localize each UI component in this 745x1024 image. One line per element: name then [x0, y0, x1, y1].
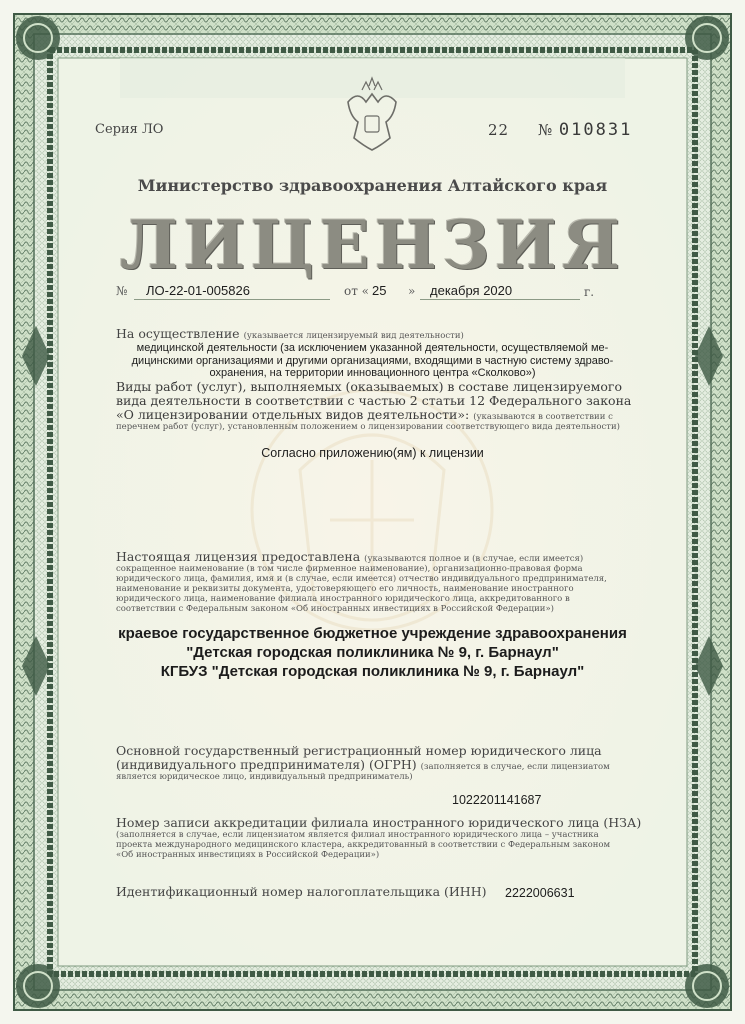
works-hint-next: перечнем работ (услуг), установленным положением о лицензировании соответствующего вида деятельности): [116, 422, 620, 432]
organization-line: краевое государственное бюджетное учреждение здравоохранения: [118, 625, 627, 642]
activity-value: [110, 342, 635, 380]
activity-line: охранения, на территории инновационного центра «Сколково»): [209, 367, 536, 379]
date-quote-close: »: [408, 284, 416, 298]
inn-value: 2222006631: [505, 886, 575, 900]
granted-hint-line: юридического лица, наименование филиала иностранного юридического лица, аккредитованного в: [116, 594, 570, 604]
page-title: ЛИЦЕНЗИЯ: [119, 206, 626, 284]
works-section: [116, 380, 646, 432]
year-suffix: г.: [584, 285, 595, 299]
works-line: Виды работ (услуг), выполняемых (оказываемых) в составе лицензируемого: [116, 379, 622, 394]
ogrn-hint: (заполняется в случае, если лицензиатом: [420, 762, 610, 772]
works-line: вида деятельности в соответствии с частью 2 статьи 12 Федерального закона: [116, 393, 632, 408]
granted-hint: (указываются полное и (в случае, если имеется): [364, 554, 584, 564]
nza-hint-line: (заполняется в случае, если лицензиатом является филиал иностранного юридического лица – участника: [116, 830, 599, 840]
activity-hint: (указывается лицензируемый вид деятельности): [243, 331, 464, 341]
series-label: Серия ЛО: [95, 122, 164, 137]
organization-line: "Детская городская поликлиника № 9, г. Барнаул": [186, 644, 559, 661]
license-day: 25: [372, 283, 387, 298]
granted-hint-line: наименование и реквизиты документа, удостоверяющего его личность, наименование иностранного: [116, 584, 574, 594]
nza-label: Номер записи аккредитации филиала иностранного юридического лица (НЗА): [116, 815, 642, 830]
ogrn-value: 1022201141687: [452, 793, 542, 807]
works-line: «О лицензировании отдельных видов деятельности»:: [116, 407, 470, 422]
ogrn-line: (индивидуального предпринимателя) (ОГРН): [116, 757, 417, 772]
nza-section: [116, 816, 656, 860]
granted-hint-line: соответствии с Федеральным законом «Об иностранных инвестициях в Российской Федерации»): [116, 604, 554, 614]
license-number-sign: №: [116, 284, 128, 298]
number-sign: №: [537, 121, 554, 139]
organization-line: КГБУЗ "Детская городская поликлиника № 9, г. Барнаул": [160, 663, 585, 680]
ogrn-hint-next: является юридическое лицо, индивидуальный предприниматель): [116, 772, 413, 782]
divider: [134, 299, 330, 300]
activity-section: [116, 326, 464, 341]
date-from-label: от «: [344, 284, 370, 298]
form-number: [488, 120, 632, 140]
works-hint: (указываются в соответствии с: [473, 412, 613, 422]
nza-hint-line: «Об иностранных инвестициях в Российской Федерации»): [116, 850, 380, 860]
organization-name: [0, 624, 745, 681]
granted-hint-line: юридического лица, фамилия, имя и (в случае, если имеется) отчество индивидуального предпринимателя,: [116, 574, 607, 584]
nza-hint-line: проекта международного медицинского кластера, аккредитованный в соответствии с Федеральным законом: [116, 840, 611, 850]
ogrn-line: Основной государственный регистрационный номер юридического лица: [116, 743, 602, 758]
license-month-year: декабря 2020: [430, 283, 513, 298]
form-number-digits: 010831: [558, 120, 633, 140]
form-number-prefix: 22: [488, 121, 510, 139]
activity-line: медицинской деятельности (за исключением указанной деятельности, осуществляемой ме-: [136, 342, 609, 354]
license-number: ЛО-22-01-005826: [146, 283, 250, 298]
issuing-authority: Министерство здравоохранения Алтайского края: [137, 176, 608, 195]
granted-label: Настоящая лицензия предоставлена: [116, 549, 361, 564]
activity-label: На осуществление: [116, 326, 240, 341]
works-value: Согласно приложению(ям) к лицензии: [261, 446, 484, 460]
granted-section: [116, 549, 636, 614]
ogrn-section: [116, 744, 656, 782]
granted-hint-line: сокращенное наименование (в том числе фирменное наименование), организационно-правовая форма: [116, 564, 583, 574]
inn-label: Идентификационный номер налогоплательщика (ИНН): [116, 884, 487, 899]
divider: [420, 299, 580, 300]
activity-line: дицинскими организациями и другими организациями, входящими в частную систему здраво-: [131, 354, 614, 367]
